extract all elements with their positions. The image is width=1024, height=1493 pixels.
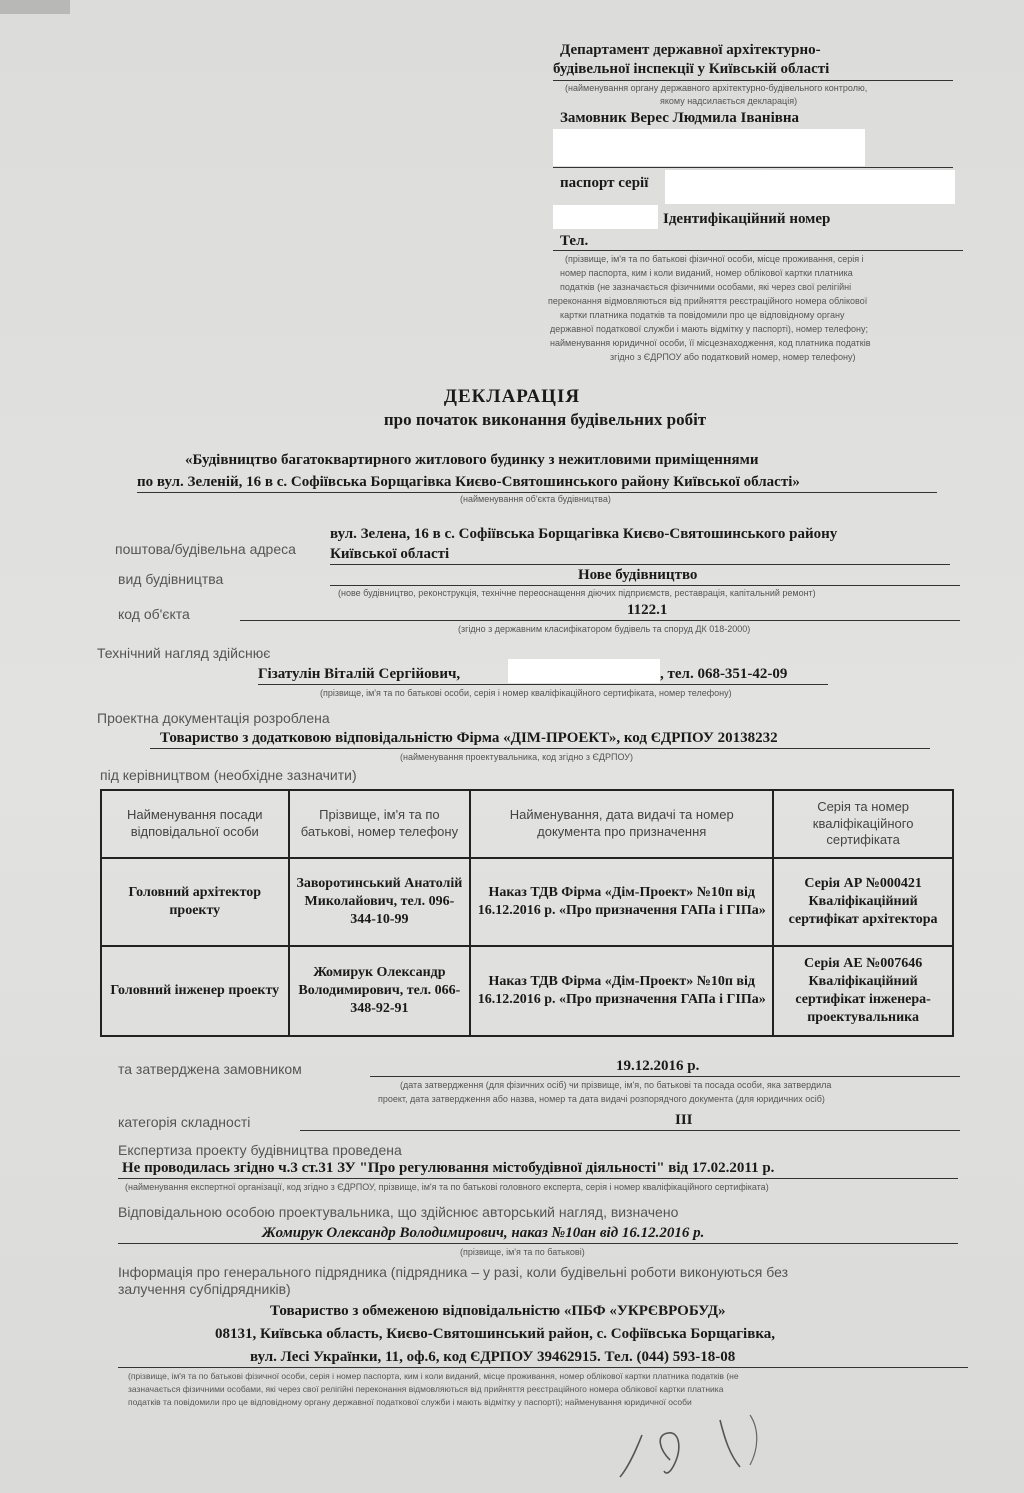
object-code-caption: (згідно з державним класифікатором будівель та споруд ДК 018-2000) (458, 624, 751, 634)
expertise-label: Експертиза проекту будівництва проведена (118, 1142, 402, 1158)
address-line-2: Київської області (330, 546, 450, 562)
table-cell-certificate: Серія АЕ №007646 Кваліфікаційний сертифікат інженера-проектувальника (773, 946, 953, 1036)
expertise-value: Не проводилась згідно ч.3 ст.31 ЗУ "Про регулювання містобудівної діяльності" від 17.02.2011 р. (122, 1160, 775, 1176)
dept-caption-1: (найменування органу державного архітектурно-будівельного контролю, (565, 83, 868, 93)
contractor-caption-1: (прізвище, ім'я та по батькові фізичної особи, серія і номер паспорта, ким і коли виданий, місце проживання, номер облікової картки платника податків (не (128, 1371, 739, 1381)
table-row (101, 858, 953, 946)
project-docs-label: Проектна документація розроблена (97, 710, 330, 726)
document-title: ДЕКЛАРАЦІЯ (443, 386, 581, 407)
responsible-persons-table (100, 789, 954, 1037)
contractor-caption-3: податків та повідомили про це відповідному органу державної податкової служби і мають відмітку у паспорті); найменування юридичної особи (128, 1397, 692, 1407)
contractor-value-line-3: вул. Лесі Українки, 11, оф.6, код ЄДРПОУ 39462915. Тел. (044) 593-18-08 (250, 1349, 736, 1365)
author-supervision-caption: (прізвище, ім'я та по батькові) (460, 1247, 585, 1257)
table-header-position: Найменування посади відповідальної особи (101, 790, 289, 858)
construction-kind-value: Нове будівництво (578, 567, 698, 583)
approval-value: 19.12.2016 р. (616, 1058, 700, 1074)
table-cell-person: Жомирук Олександр Володимирович, тел. 066-348-92-91 (289, 946, 471, 1036)
customer-name: Замовник Верес Людмила Іванівна (560, 110, 799, 126)
redaction-box (508, 659, 660, 683)
contractor-label-line-2: залучення субпідрядників) (118, 1281, 291, 1297)
address-label: поштова/будівельна адреса (115, 541, 296, 557)
object-code-label: код об'єкта (118, 606, 190, 622)
approval-label: та затверджена замовником (118, 1061, 302, 1077)
author-supervision-label: Відповідальною особою проектувальника, що здійснює авторський нагляд, визначено (118, 1204, 679, 1220)
table-cell-document: Наказ ТДВ Фірма «Дім-Проект» №10п від 16.12.2016 р. «Про призначення ГАПа і ГІПа» (470, 946, 773, 1036)
dept-line-2: будівельної інспекції у Київській області (553, 61, 830, 77)
complexity-value: III (675, 1112, 693, 1128)
dept-caption-2: якому надсилається декларація) (660, 96, 798, 106)
redaction-box (553, 205, 658, 229)
construction-kind-caption: (нове будівництво, реконструкція, технічне переоснащення діючих підприємств, реставрація, капітальний ремонт) (338, 588, 816, 598)
address-line-1: вул. Зелена, 16 в с. Софіївська Борщагівка Києво-Святошинського району (330, 526, 838, 542)
scan-edge-artifact (0, 0, 70, 14)
object-code-value: 1122.1 (627, 602, 668, 618)
tech-supervision-tel: , тел. 068-351-42-09 (660, 666, 788, 682)
contractor-value-line-1: Товариство з обмеженою відповідальністю «ПБФ «УКРЄВРОБУД» (270, 1303, 726, 1319)
table-cell-position: Головний архітектор проекту (101, 858, 289, 946)
tech-supervision-label: Технічний нагляд здійснює (97, 645, 271, 661)
tech-supervision-caption: (прізвище, ім'я та по батькові особи, серія і номер кваліфікаційного сертифіката, номер телефону) (320, 688, 732, 698)
contractor-caption-2: зазначається фізичними особами, які через свої релігійні переконання відмовляються від прийняття реєстраційного номера облікової картки платника (128, 1384, 724, 1394)
table-cell-document: Наказ ТДВ Фірма «Дім-Проект» №10п від 16.12.2016 р. «Про призначення ГАПа і ГІПа» (470, 858, 773, 946)
signature-mark (600, 1405, 800, 1485)
construction-kind-label: вид будівництва (118, 571, 224, 587)
declaration-page: Департамент державної архітектурно- будівельної інспекції у Київській області (найменування органу державного архітектурно-будівельного контролю, якому надсилається декларація) Замовник Верес Людмила Іванівна паспорт серії Ідентифікаційний номер Тел. (прізвище, ім'я та по батькові фізичної особи, місце проживання, серія і номер паспорта, ким і коли виданий, номер облікової картки платника податків (не зазначається фізичними особами, які через свої релігійні переконання відмовляються від прийняття реєстраційного номера облікової картки платника податків та повідомили про це відповідному органу державної податкової служби і мають відмітку у паспорті), номер телефону; найменування юридичної особи, її місцезнаходження, код платника податків згідно з ЄДРПОУ або податковий номер, номер телефону) ДЕКЛАРАЦІЯ про початок виконання будівельних робіт «Будівництво багатоквартирного житлового будинку з нежитловими приміщеннями по вул. Зеленій, 16 в с. Софіївська Борщагівка Києво-Святошинського району Київської області» (найменування об'єкта будівництва) поштова/будівельна адреса вул. Зелена, 16 в с. Софіївська Борщагівка Києво-Святошинського району Київської області вид будівництва Нове будівництво (нове будівництво, реконструкція, технічне переоснащення діючих підприємств, реставрація, капітальний ремонт) код об'єкта 1122.1 (згідно з державним класифікатором будівель та споруд ДК 018-2000) Технічний нагляд здійснює Гізатулін Віталій Сергійович, , тел. 068-351-42-09 (прізвище, ім'я та по батькові особи, серія і номер кваліфікаційного сертифіката, номер телефону) Проектна документація розроблена Товариство з додатковою відповідальністю Фірма «ДІМ-ПРОЕКТ», код ЄДРПОУ 20138232 (найменування проектувальника, код згідно з ЄДРПОУ) під керівництвом (необхідне зазначити) Найменування посади відповідальної особи Прізвище, ім'я та по батькові, номер телефону Найменування, дата видачі та номер документа про призначення Серія та номер кваліфікаційного сертифіката Головний архітектор проекту Заворотинський Анатолій Миколайович, тел. 096-344-10-99 Наказ ТДВ Фірма «Дім-Проект» №10п від 16.12.2016 р. «Про призначення ГАПа і ГІПа» Серія АР №000421 Кваліфікаційний сертифікат архітектора Головний інженер проекту Жомирук Олександр Володимирович, тел. 066-348-92-91 Наказ ТДВ Фірма «Дім-Проект» №10п від 16.12.2016 р. «Про призначення ГАПа і ГІПа» Серія АЕ №007646 Кваліфікаційний сертифікат інженера-проектувальника та затверджена замовником 19.12.2016 р. (дата затвердження (для фізичних осіб) чи прізвище, ім'я, по батькові та посада особи, яка затвердила проект, дата затвердження або назва, номер та дата видачі розпорядчого документа (для юридичних осіб) категорія складності III Експертиза проекту будівництва проведена Не проводилась згідно ч.3 ст.31 ЗУ "Про регулювання містобудівної діяльності" від 17.02.2011 р. (найменування експертної організації, код згідно з ЄДРПОУ, прізвище, ім'я та по батькові головного експерта, серія і номер кваліфікаційного сертифіката) Відповідальною особою проектувальника, що здійснює авторський нагляд, визначено Жомирук Олександр Володимирович, наказ №10ан від 16.12.2016 р. (прізвище, ім'я та по батькові) Інформація про генерального підрядника (підрядника – у разі, коли будівельні роботи виконуються без залучення субпідрядників) Товариство з обмеженою відповідальністю «ПБФ «УКРЄВРОБУД» 08131, Київська область, Києво-Святошинський район, с. Софіївська Борщагівка, вул. Лесі Українки, 11, оф.6, код ЄДРПОУ 39462915. Тел. (044) 593-18-08 (прізвище, ім'я та по батькові фізичної особи, серія і номер паспорта, ким і коли виданий, місце проживання, номер облікової картки платника податків (не зазначається фізичними особами, які через свої релігійні переконання відмовляються від прийняття реєстраційного номера облікової картки платника податків та повідомили про це відповідному органу державної податкової служби і мають відмітку у паспорті); найменування юридичної особи (0, 0, 1024, 1493)
complexity-label: категорія складності (118, 1114, 251, 1130)
approval-caption-2: проект, дата затвердження або назва, номер та дата видачі розпорядчого документа (для юридичних осіб) (378, 1094, 825, 1104)
dept-line-1: Департамент державної архітектурно- (560, 42, 821, 58)
project-docs-value: Товариство з додатковою відповідальністю Фірма «ДІМ-ПРОЕКТ», код ЄДРПОУ 20138232 (160, 730, 778, 746)
contractor-value-line-2: 08131, Київська область, Києво-Святошинський район, с. Софіївська Борщагівка, (215, 1326, 775, 1342)
table-header-certificate: Серія та номер кваліфікаційного сертифіката (773, 790, 953, 858)
passport-label: паспорт серії (560, 175, 649, 191)
document-subtitle: про початок виконання будівельних робіт (383, 410, 707, 429)
redaction-box (553, 129, 865, 166)
object-name-line-2: по вул. Зеленій, 16 в с. Софіївська Борщагівка Києво-Святошинського району Київської області» (137, 474, 800, 490)
object-name-line-1: «Будівництво багатоквартирного житлового будинку з нежитловими приміщеннями (185, 452, 759, 468)
table-cell-certificate: Серія АР №000421 Кваліфікаційний сертифікат архітектора (773, 858, 953, 946)
project-docs-lead: під керівництвом (необхідне зазначити) (100, 767, 357, 783)
table-cell-position: Головний інженер проекту (101, 946, 289, 1036)
author-supervision-value: Жомирук Олександр Володимирович, наказ №10ан від 16.12.2016 р. (262, 1225, 705, 1241)
project-docs-caption: (найменування проектувальника, код згідно з ЄДРПОУ) (400, 752, 633, 762)
tech-supervision-name: Гізатулін Віталій Сергійович, (258, 666, 461, 682)
object-name-caption: (найменування об'єкта будівництва) (460, 494, 611, 504)
tax-id-label: Ідентифікаційний номер (663, 211, 831, 227)
table-header-row (101, 790, 953, 858)
expertise-caption: (найменування експертної організації, код згідно з ЄДРПОУ, прізвище, ім'я та по батькові головного експерта, серія і номер кваліфікаційного сертифіката) (125, 1182, 769, 1192)
approval-caption-1: (дата затвердження (для фізичних осіб) чи прізвище, ім'я, по батькові та посада особи, яка затвердила (400, 1080, 832, 1090)
table-cell-person: Заворотинський Анатолій Миколайович, тел. 096-344-10-99 (289, 858, 471, 946)
redaction-box (665, 170, 955, 204)
table-header-person: Прізвище, ім'я та по батькові, номер телефону (289, 790, 471, 858)
tel-label: Тел. (560, 233, 589, 249)
table-header-document: Найменування, дата видачі та номер документа про призначення (470, 790, 773, 858)
contractor-label-line-1: Інформація про генерального підрядника (підрядника – у разі, коли будівельні роботи виконуються без (118, 1264, 788, 1280)
table-row (101, 946, 953, 1036)
